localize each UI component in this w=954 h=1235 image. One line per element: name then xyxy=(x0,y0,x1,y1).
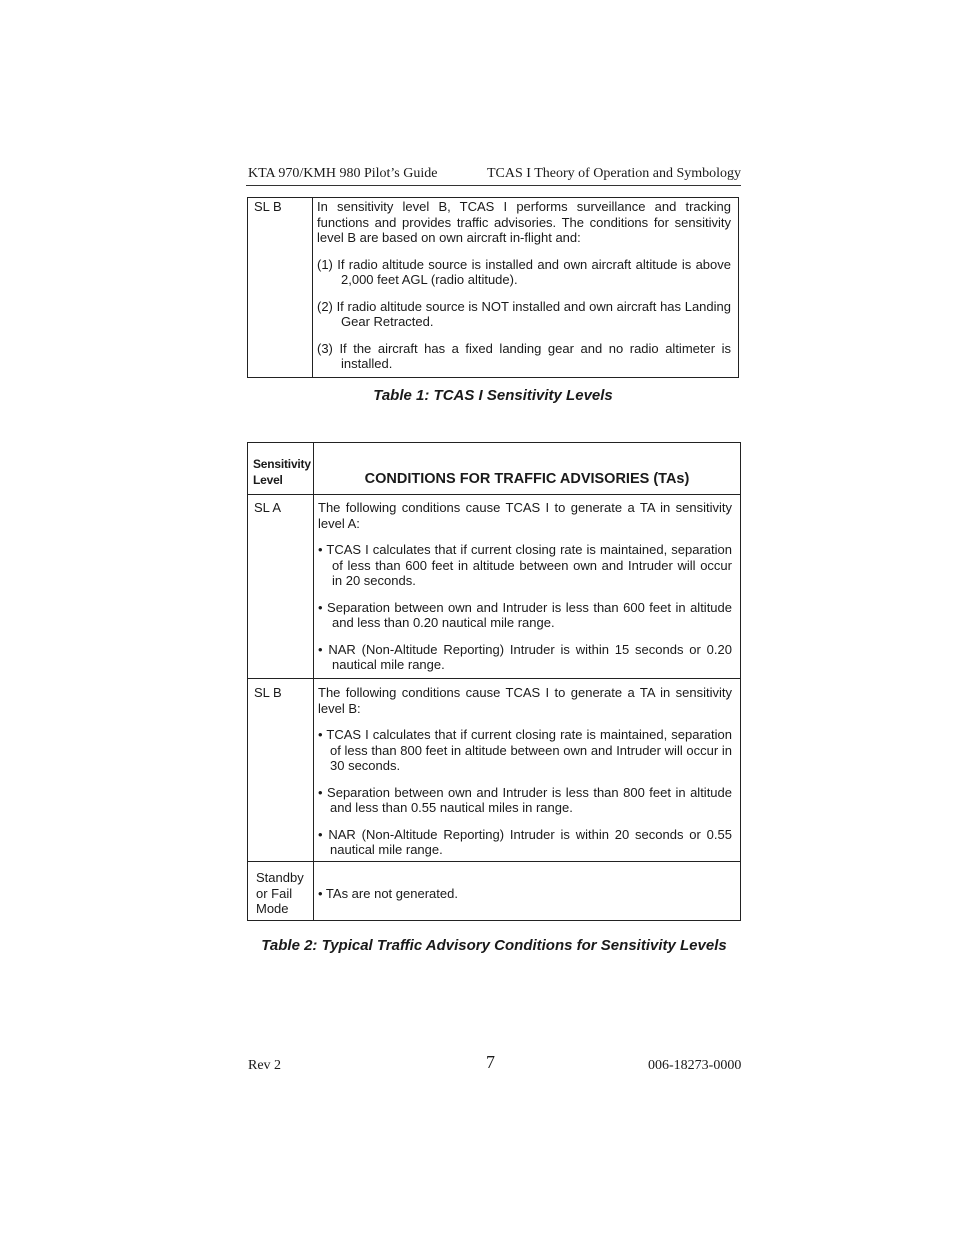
conditions-cell-sl-b xyxy=(318,685,732,869)
condition-item: (2) If radio altitude source is NOT installed and own aircraft has Landing Gear Retracted. xyxy=(317,298,731,329)
column-divider xyxy=(312,198,313,377)
column-header-conditions: CONDITIONS FOR TRAFFIC ADVISORIES (TAs) xyxy=(364,471,690,487)
header-guide-title: KTA 970/KMH 980 Pilot’s Guide xyxy=(248,166,438,181)
condition-item: (1) If radio altitude source is installed and own aircraft altitude is above 2,000 feet AGL (radio altitude). xyxy=(317,256,731,287)
conditions-intro: In sensitivity level B, TCAS I performs surveillance and tracking functions and provides traffic advisories. The conditions for sensitivity level B are based on own aircraft in-flight and: xyxy=(317,199,731,245)
column-divider xyxy=(313,443,314,920)
table2-caption: Table 2: Typical Traffic Advisory Conditions for Sensitivity Levels xyxy=(261,937,727,954)
condition-item: • TCAS I calculates that if current closing rate is maintained, separation of less than 800 feet in altitude between own and Intruder will occur in 30 seconds. xyxy=(318,727,732,773)
condition-item: • Separation between own and Intruder is less than 800 feet in altitude and less than 0.55 nautical miles in range. xyxy=(318,784,732,815)
conditions-cell-standby xyxy=(318,886,732,913)
condition-item: • NAR (Non-Altitude Reporting) Intruder is within 15 seconds or 0.20 nautical mile range. xyxy=(318,641,732,672)
footer-document-number: 006-18273-0000 xyxy=(648,1058,742,1073)
level-cell: SL B xyxy=(254,199,282,214)
header-row-divider xyxy=(248,494,740,495)
condition-item: • NAR (Non-Altitude Reporting) Intruder is within 20 seconds or 0.55 nautical mile range. xyxy=(318,826,732,857)
condition-item: • Separation between own and Intruder is less than 600 feet in altitude and less than 0.20 nautical mile range. xyxy=(318,599,732,630)
level-cell-sl-a: SL A xyxy=(254,500,281,515)
sensitivity-levels-table xyxy=(247,197,739,378)
conditions-cell-sl-a xyxy=(318,500,732,684)
level-cell-sl-b: SL B xyxy=(254,685,282,700)
traffic-advisory-table xyxy=(247,442,741,921)
header-section-title: TCAS I Theory of Operation and Symbology xyxy=(487,166,742,181)
condition-item: • TAs are not generated. xyxy=(318,886,458,901)
conditions-intro: The following conditions cause TCAS I to generate a TA in sensitivity level B: xyxy=(318,685,732,716)
level-cell-standby: Standby or Fail Mode xyxy=(256,870,304,916)
table1-caption: Table 1: TCAS I Sensitivity Levels xyxy=(373,387,613,404)
footer-revision: Rev 2 xyxy=(248,1058,282,1073)
conditions-cell xyxy=(317,199,731,383)
condition-item: (3) If the aircraft has a fixed landing gear and no radio altimeter is installed. xyxy=(317,340,731,371)
conditions-intro: The following conditions cause TCAS I to generate a TA in sensitivity level A: xyxy=(318,500,732,531)
page-number: 7 xyxy=(486,1052,495,1072)
header-rule xyxy=(246,185,741,186)
condition-item: • TCAS I calculates that if current closing rate is maintained, separation of less than 600 feet in altitude between own and Intruder will occur in 20 seconds. xyxy=(318,542,732,588)
column-header-sensitivity-level: Sensitivity Level xyxy=(253,457,311,487)
